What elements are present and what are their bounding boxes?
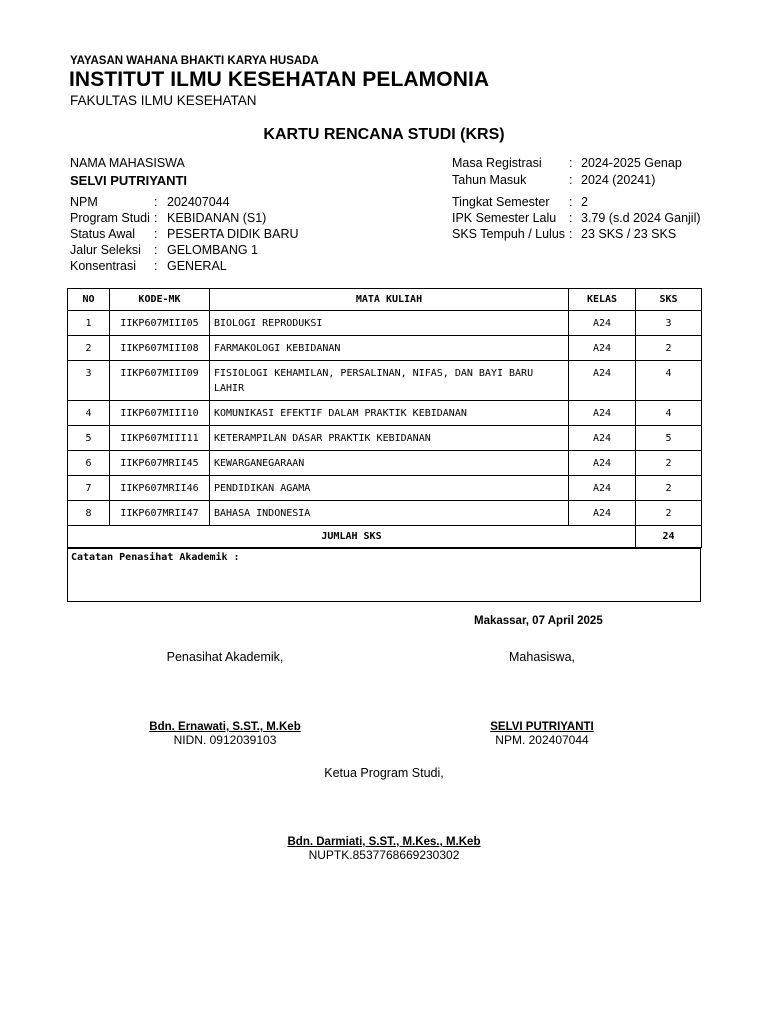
row-class: A24 (569, 336, 636, 361)
row-no: 1 (68, 311, 110, 336)
credits-label: SKS Tempuh / Lulus (452, 227, 566, 241)
header-code: KODE-MK (110, 289, 210, 311)
colon: : (569, 195, 573, 209)
row-code: IIKP607MRII45 (110, 451, 210, 476)
row-sks: 2 (636, 501, 702, 526)
colon: : (154, 195, 158, 209)
registration-value: 2024-2025 Genap (581, 156, 682, 170)
colon: : (569, 211, 573, 225)
foundation-name: YAYASAN WAHANA BHAKTI KARYA HUSADA (70, 55, 319, 67)
course-table (67, 288, 702, 548)
table-row (68, 401, 702, 426)
faculty-name: FAKULTAS ILMU KESEHATAN (70, 93, 257, 108)
table-row (68, 451, 702, 476)
row-class: A24 (569, 501, 636, 526)
table-header-row (68, 289, 702, 311)
row-no: 5 (68, 426, 110, 451)
head-signature-block (234, 766, 534, 780)
student-signature (442, 721, 642, 747)
advisor-notes-label: Catatan Penasihat Akademik : (71, 552, 240, 563)
total-label: JUMLAH SKS (68, 526, 636, 548)
table-row (68, 501, 702, 526)
row-no: 4 (68, 401, 110, 426)
row-code: IIKP607MIII10 (110, 401, 210, 426)
header-no: NO (68, 289, 110, 311)
npm-value: 202407044 (167, 195, 230, 209)
row-course: FISIOLOGI KEHAMILAN, PERSALINAN, NIFAS, DAN BAYI BARU LAHIR (210, 361, 569, 401)
row-sks: 2 (636, 451, 702, 476)
table-row (68, 426, 702, 451)
row-course: KEWARGANEGARAAN (210, 451, 569, 476)
program-label: Program Studi (70, 211, 150, 225)
table-row (68, 311, 702, 336)
row-code: IIKP607MRII46 (110, 476, 210, 501)
row-code: IIKP607MRII47 (110, 501, 210, 526)
status-label: Status Awal (70, 227, 136, 241)
row-code: IIKP607MIII11 (110, 426, 210, 451)
advisor-role: Penasihat Akademik, (166, 650, 284, 664)
gpa-value: 3.79 (s.d 2024 Ganjil) (581, 211, 701, 225)
advisor-signature (125, 721, 325, 747)
row-course: KOMUNIKASI EFEKTIF DALAM PRAKTIK KEBIDANAN (210, 401, 569, 426)
row-course: BIOLOGI REPRODUKSI (210, 311, 569, 336)
advisor-name: Bdn. Ernawati, S.ST., M.Keb (149, 721, 301, 733)
colon: : (569, 156, 573, 170)
document-title: KARTU RENCANA STUDI (KRS) (263, 126, 505, 143)
row-class: A24 (569, 311, 636, 336)
row-code: IIKP607MIII05 (110, 311, 210, 336)
row-course: BAHASA INDONESIA (210, 501, 569, 526)
credits-value: 23 SKS / 23 SKS (581, 227, 677, 241)
row-sks: 2 (636, 476, 702, 501)
table-row (68, 361, 702, 401)
selection-label: Jalur Seleksi (70, 243, 141, 257)
colon: : (154, 243, 158, 257)
semester-label: Tingkat Semester (452, 195, 550, 209)
row-no: 8 (68, 501, 110, 526)
signing-date: Makassar, 07 April 2025 (474, 615, 603, 627)
colon: : (569, 173, 573, 187)
colon: : (154, 227, 158, 241)
row-sks: 4 (636, 361, 702, 401)
student-signature-id: NPM. 202407044 (495, 733, 589, 747)
row-course: PENDIDIKAN AGAMA (210, 476, 569, 501)
header-class: KELAS (569, 289, 636, 311)
row-course: FARMAKOLOGI KEBIDANAN (210, 336, 569, 361)
institute-name: INSTITUT ILMU KESEHATAN PELAMONIA (69, 68, 490, 91)
row-sks: 5 (636, 426, 702, 451)
row-sks: 3 (636, 311, 702, 336)
colon: : (154, 259, 158, 273)
row-class: A24 (569, 361, 636, 401)
selection-value: GELOMBANG 1 (167, 243, 258, 257)
student-signature-block (442, 650, 642, 664)
advisor-id: NIDN. 0912039103 (173, 733, 277, 747)
header-course: MATA KULIAH (210, 289, 569, 311)
row-no: 6 (68, 451, 110, 476)
total-row (68, 526, 702, 548)
table-row (68, 336, 702, 361)
row-class: A24 (569, 401, 636, 426)
advisor-notes-box (67, 548, 701, 602)
row-class: A24 (569, 426, 636, 451)
registration-label: Masa Registrasi (452, 156, 542, 170)
table-row (68, 476, 702, 501)
semester-value: 2 (581, 195, 588, 209)
head-name: Bdn. Darmiati, S.ST., M.Kes., M.Keb (287, 836, 481, 848)
row-code: IIKP607MIII09 (110, 361, 210, 401)
concentration-label: Konsentrasi (70, 259, 137, 273)
row-sks: 2 (636, 336, 702, 361)
row-class: A24 (569, 451, 636, 476)
row-no: 7 (68, 476, 110, 501)
row-no: 3 (68, 361, 110, 401)
head-role: Ketua Program Studi, (324, 766, 444, 780)
colon: : (154, 211, 158, 225)
student-name-label: NAMA MAHASISWA (70, 156, 185, 170)
gpa-label: IPK Semester Lalu (452, 211, 557, 225)
total-value: 24 (636, 526, 702, 548)
row-class: A24 (569, 476, 636, 501)
entry-year-label: Tahun Masuk (452, 173, 527, 187)
student-signature-name: SELVI PUTRIYANTI (490, 721, 594, 733)
row-no: 2 (68, 336, 110, 361)
advisor-signature-block (125, 650, 325, 664)
head-id: NUPTK.8537768669230302 (308, 848, 460, 862)
program-value: KEBIDANAN (S1) (167, 211, 267, 225)
student-name: SELVI PUTRIYANTI (70, 173, 188, 188)
head-signature (234, 836, 534, 862)
header-sks: SKS (636, 289, 702, 311)
row-course: KETERAMPILAN DASAR PRAKTIK KEBIDANAN (210, 426, 569, 451)
colon: : (569, 227, 573, 241)
student-role: Mahasiswa, (509, 650, 575, 664)
npm-label: NPM (70, 195, 98, 209)
entry-year-value: 2024 (20241) (581, 173, 656, 187)
row-code: IIKP607MIII08 (110, 336, 210, 361)
status-value: PESERTA DIDIK BARU (167, 227, 299, 241)
concentration-value: GENERAL (167, 259, 227, 273)
row-sks: 4 (636, 401, 702, 426)
